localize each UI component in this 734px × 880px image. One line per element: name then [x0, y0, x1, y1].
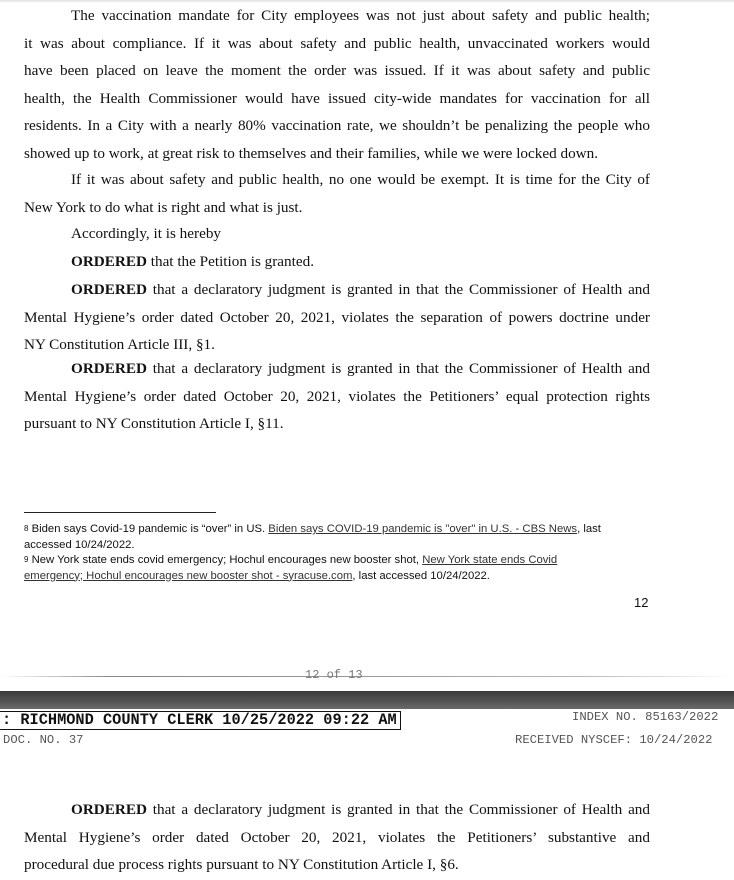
footnote-9	[24, 553, 634, 584]
filed-stamp: : RICHMOND COUNTY CLERK 10/25/2022 09:22 AM	[0, 711, 401, 730]
order-due-process	[24, 796, 650, 879]
text-line: residents. In a City with a nearly 80% vaccination rate, we shouldn’t be penalizing the people who	[24, 117, 650, 134]
footnote-number: 8	[24, 524, 29, 533]
paragraph-vaccination-mandate	[24, 2, 650, 167]
ordered-label: ORDERED	[71, 281, 147, 298]
footnote-number: 9	[24, 555, 29, 564]
text-line: Mental Hygiene’s order dated October 20, 2021, violates the Petitioners’ substantive and	[24, 828, 650, 846]
text-line: Mental Hygiene’s order dated October 20, 2021, violates the separation of powers doctrine under	[24, 308, 650, 326]
order-equal-protection	[24, 355, 650, 438]
footnote-text: accessed 10/24/2022.	[24, 538, 135, 551]
text-line: it was about compliance. If it was about safety and public health, unvaccinated workers would	[24, 34, 650, 52]
text-line: NY Constitution Article III, §1.	[24, 336, 215, 353]
page-number: 12	[634, 595, 649, 610]
footnote-link[interactable]: emergency; Hochul encourages new booster shot - syracuse.com	[24, 569, 353, 582]
footnote-text: New York state ends covid emergency; Hochul encourages new booster shot,	[28, 554, 423, 566]
text-line: that a declaratory judgment is granted in that the Commissioner of Health and	[146, 281, 650, 298]
footnote-link[interactable]: New York state ends Covid	[422, 554, 558, 566]
page-counter: 12 of 13	[305, 668, 363, 682]
text-line: The vaccination mandate for City employees was not just about safety and public health;	[71, 7, 650, 24]
order-petition-granted	[24, 248, 650, 276]
text-line: that the Petition is granted.	[146, 253, 314, 270]
ordered-label: ORDERED	[71, 801, 147, 818]
text-line: showed up to work, at great risk to themselves and their families, while we were locked down.	[24, 144, 599, 162]
paragraph-exempt	[24, 166, 650, 221]
index-number: INDEX NO. 85163/2022	[572, 710, 719, 724]
ordered-label: ORDERED	[71, 360, 147, 377]
ordered-label: ORDERED	[71, 253, 147, 270]
footnote-text: Biden says Covid-19 pandemic is “over” in US.	[28, 523, 269, 535]
text-line: pursuant to NY Constitution Article I, §11.	[24, 415, 284, 432]
text-line: procedural due process rights pursuant to NY Constitution Article I, §6.	[24, 856, 459, 873]
text-line: that a declaratory judgment is granted in that the Commissioner of Health and	[146, 360, 650, 377]
doc-number: DOC. NO. 37	[3, 733, 84, 747]
text-line: that a declaratory judgment is granted in that the Commissioner of Health and	[146, 801, 650, 818]
footnote-8	[24, 522, 634, 553]
footnote-separator	[24, 512, 216, 513]
page-gap-bar	[0, 691, 734, 709]
text-line: Mental Hygiene’s order dated October 20, 2021, violates the Petitioners’ equal protection rights	[24, 387, 650, 405]
text-line: If it was about safety and public health, no one would be exempt. It is time for the City of	[71, 171, 650, 188]
received-date: RECEIVED NYSCEF: 10/24/2022	[515, 733, 713, 747]
paragraph-accordingly	[24, 220, 650, 248]
order-separation-of-powers	[24, 276, 650, 359]
text-line: have been placed on leave the moment the order was issued. If it was about safety and public	[24, 62, 650, 79]
text-line: health, the Health Commissioner would have issued city-wide mandates for vaccination for all	[24, 89, 650, 107]
footnote-text: , last	[577, 523, 601, 535]
text-line: New York to do what is right and what is just.	[24, 198, 303, 216]
text-line: Accordingly, it is hereby	[71, 225, 222, 242]
footnote-link[interactable]: Biden says COVID-19 pandemic is "over" in U.S. - CBS News	[268, 523, 578, 535]
footnote-text: , last accessed 10/24/2022.	[352, 569, 490, 582]
page-bottom-line	[0, 676, 734, 677]
